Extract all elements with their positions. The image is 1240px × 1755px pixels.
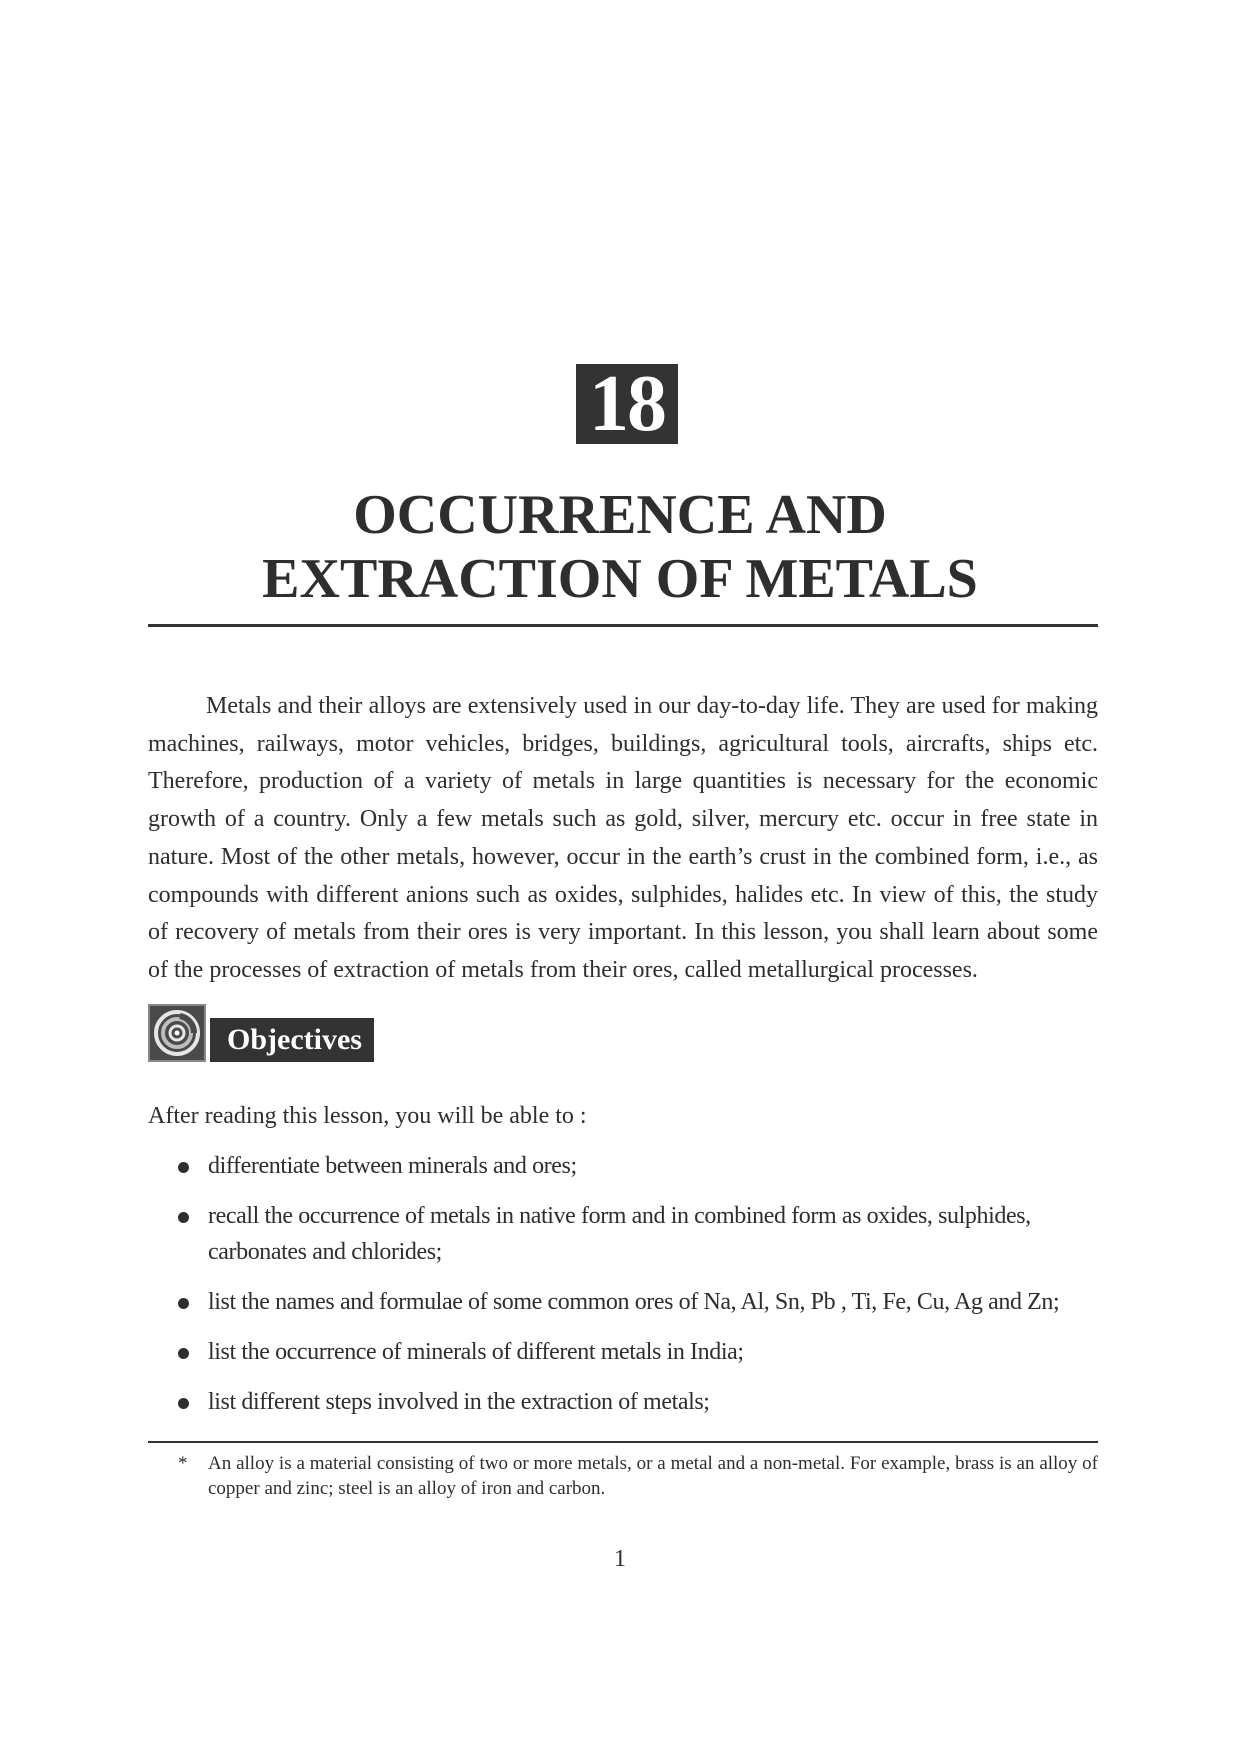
bullet-icon (178, 1398, 189, 1409)
list-item: list the occurrence of minerals of different metals in India; (148, 1334, 1098, 1370)
list-item: recall the occurrence of metals in native form and in combined form as oxides, sulphides, carbonates and chlorides; (148, 1198, 1098, 1270)
objectives-list (148, 1148, 1098, 1434)
list-item: list the names and formulae of some common ores of Na, Al, Sn, Pb , Ti, Fe, Cu, Ag and Zn; (148, 1284, 1098, 1320)
chapter-title-line-1: OCCURRENCE AND (353, 484, 887, 546)
objectives-heading: Objectives (210, 1018, 374, 1062)
list-item: list different steps involved in the extraction of metals; (148, 1384, 1098, 1420)
target-spiral-icon (148, 1004, 206, 1062)
bullet-icon (178, 1298, 189, 1309)
bullet-icon (178, 1162, 189, 1173)
footnote-text: An alloy is a material consisting of two or more metals, or a metal and a non-metal. For example, brass is an alloy of copper and zinc; steel is an alloy of iron and carbon. (208, 1453, 1098, 1499)
intro-paragraph: Metals and their alloys are extensively used in our day-to-day life. They are used for making machines, railways, motor vehicles, bridges, buildings, agricultural tools, aircrafts, ships etc. Therefore, production of a variety of metals in large quantities is necessary for the economic growth of a country. Only a few metals such as gold, silver, mercury etc. occur in free state in nature. Most of the other metals, however, occur in the earth’s crust in the combined form, i.e., as compounds with different anions such as oxides, sulphides, halides etc. In view of this, the study of recovery of metals from their ores is very important. In this lesson, you shall learn about some of the processes of extraction of metals from their ores, called metallurgical processes. (148, 693, 1098, 983)
chapter-number: 18 (576, 364, 678, 444)
objectives-lead: After reading this lesson, you will be able to : (148, 1103, 587, 1129)
bullet-icon (178, 1348, 189, 1359)
footnote (148, 1451, 1098, 1501)
list-item: differentiate between minerals and ores; (148, 1148, 1098, 1184)
footnote-mark: * (178, 1453, 188, 1474)
footnote-divider (148, 1441, 1098, 1443)
chapter-title-line-2: EXTRACTION OF METALS (262, 548, 978, 610)
bullet-icon (178, 1212, 189, 1223)
page-number: 1 (614, 1546, 626, 1572)
title-divider (148, 624, 1098, 627)
